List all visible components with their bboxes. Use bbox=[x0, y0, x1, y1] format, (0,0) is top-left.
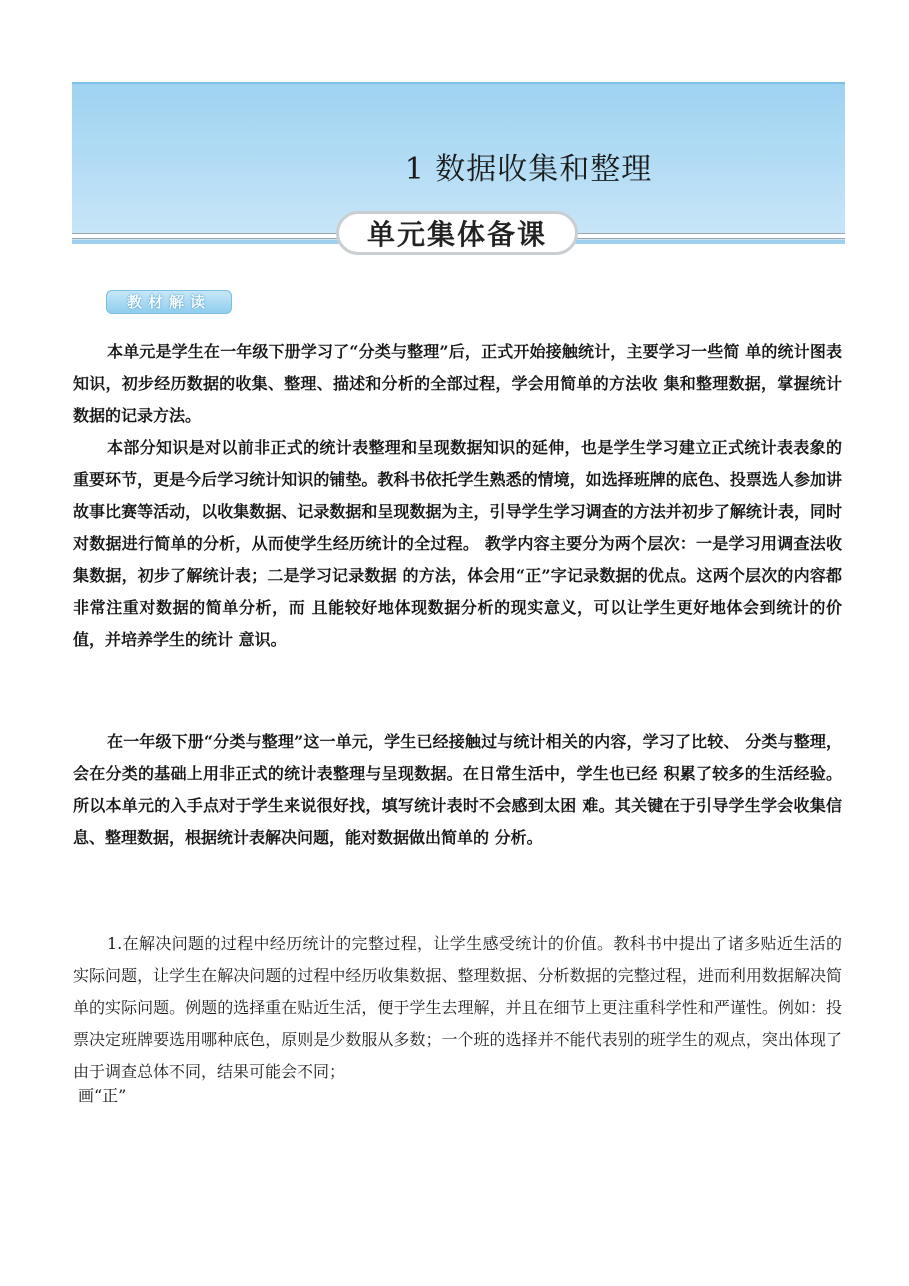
trailing-text: 画“正” bbox=[78, 1086, 127, 1105]
paragraph-3: 在一年级下册“分类与整理”这一单元，学生已经接触过与统计相关的内容，学习了比较、 分类与整理，会在分类的基础上用非正式的统计表整理与呈现数据。在日常生活中，学生也已经 积累了较多的生活经验。所以本单元的入手点对于学生来说很好找，填写统计表时不会感到太困 难。其关键在于引导学生学会收集信息、整理数据，根据统计表解决问题，能对数据做出简单的 分析。 bbox=[73, 732, 842, 847]
page-title: 1 数据收集和整理 bbox=[404, 152, 653, 187]
paragraph-4: 1.在解决问题的过程中经历统计的完整过程，让学生感受统计的价值。教科书中提出了诸多贴近生活的实际问题，让学生在解决问题的过程中经历收集数据、整理数据、分析数据的完整过程，进而利用数据解决简单的实际问题。例题的选择重在贴近生活，便于学生去理解，并且在细节上更注重科学性和严谨性。例如：投票决定班牌要选用哪种底色，原则是少数服从多数；一个班的选择并不能代表别的班学生的观点，突出体现了由于调查总体不同，结果可能会不同； bbox=[73, 934, 842, 1081]
paragraph-1: 本单元是学生在一年级下册学习了“分类与整理”后，正式开始接触统计，主要学习一些简 单的统计图表知识，初步经历数据的收集、整理、描述和分析的全部过程，学会用简单的方法收 集和整理数据，掌握统计数据的记录方法。 bbox=[73, 342, 842, 425]
section-heading: 单元集体备课 bbox=[336, 211, 578, 255]
paragraph-2: 本部分知识是对以前非正式的统计表整理和呈现数据知识的延伸，也是学生学习建立正式统计表表象的重要环节，更是今后学习统计知识的铺垫。教科书依托学生熟悉的情境，如选择班牌的底色、投票选人参加讲故事比赛等活动，以收集数据、记录数据和呈现数据为主，引导学生学习调查的方法并初步了解统计表，同时对数据进行简单的分析，从而使学生经历统计的全过程。 教学内容主要分为两个层次：一是学习用调查法收集数据，初步了解统计表；二是学习记录数据 的方法，体会用“正”字记录数据的优点。这两个层次的内容都非常注重对数据的简单分析，而 且能较好地体现数据分析的现实意义，可以让学生更好地体会到统计的价值，并培养学生的统计 意识。 bbox=[73, 438, 842, 649]
section-badge: 教材解读 bbox=[106, 290, 232, 314]
